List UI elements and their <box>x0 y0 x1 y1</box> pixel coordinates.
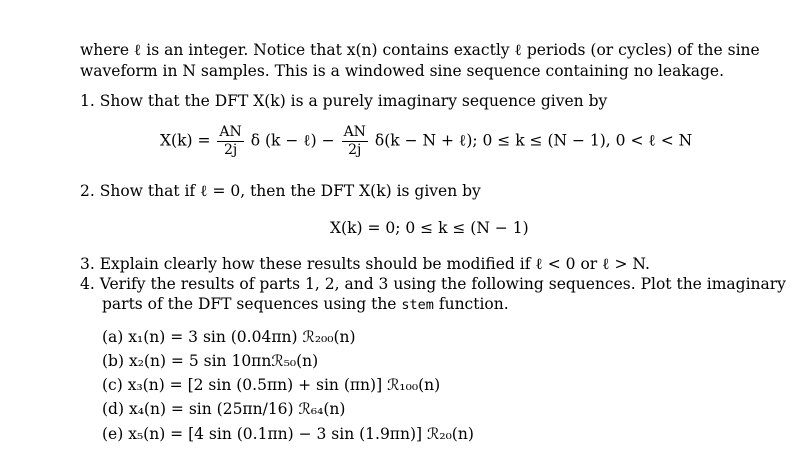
item-number: 1. <box>80 92 95 110</box>
item-text: Explain clearly how these results should be modified if ℓ < 0 or ℓ > N. <box>99 255 650 273</box>
equation-term-2: δ(k − N + ℓ); 0 ≤ k ≤ (N − 1), 0 < ℓ < N <box>374 131 693 150</box>
item-text: Show that if ℓ = 0, then the DFT X(k) is given by <box>99 182 481 200</box>
subitem-d <box>102 399 345 419</box>
item-1 <box>80 91 607 111</box>
item-3 <box>80 254 650 274</box>
subitem-e <box>102 424 474 444</box>
stem-code: stem <box>401 297 434 313</box>
item-number: 4. <box>80 275 95 293</box>
equation-2: X(k) = 0; 0 ≤ k ≤ (N − 1) <box>330 219 529 237</box>
item-text: function. <box>433 295 509 313</box>
item-text: Show that the DFT X(k) is a purely imaginary sequence given by <box>99 92 608 110</box>
item-text: Verify the results of parts 1, 2, and 3 using the following sequences. Plot the imaginary <box>99 275 786 293</box>
item-4 <box>80 274 786 294</box>
subitem-formula: x₂(n) = 5 sin 10πnℛ₅₀(n) <box>128 352 319 370</box>
item-text: parts of the DFT sequences using the <box>102 295 402 313</box>
subitem-formula: x₅(n) = [4 sin (0.1πn) − 3 sin (1.9πn)] ℛ₂₀(n) <box>128 425 474 443</box>
fraction-1 <box>217 124 243 159</box>
fraction-denominator: 2j <box>348 142 362 158</box>
subitem-label: (c) <box>102 376 123 394</box>
fraction-numerator: AN <box>219 124 242 140</box>
subitem-formula: x₃(n) = [2 sin (0.5πn) + sin (πn)] ℛ₁₀₀(n) <box>127 376 441 394</box>
item-2 <box>80 181 481 201</box>
item-number: 3. <box>80 255 95 273</box>
equation-lhs: X(k) = <box>160 131 211 150</box>
fraction-2 <box>342 124 368 159</box>
subitem-b <box>102 351 318 371</box>
subitem-formula: x₄(n) = sin (25πn/16) ℛ₆₄(n) <box>128 400 346 418</box>
item-4-continuation <box>102 294 509 315</box>
fraction-numerator: AN <box>343 124 366 140</box>
fraction-denominator: 2j <box>223 142 238 158</box>
intro-line-2: waveform in N samples. This is a windowed sine sequence containing no leakage. <box>80 62 724 80</box>
subitem-label: (b) <box>102 352 125 370</box>
equation-term-1: δ (k − ℓ) − <box>250 131 335 150</box>
equation-1 <box>160 124 692 159</box>
subitem-c <box>102 375 440 395</box>
subitem-a <box>102 327 356 347</box>
subitem-label: (d) <box>102 400 125 418</box>
intro-line-1: where ℓ is an integer. Notice that x(n) contains exactly ℓ periods (or cycles) of the sine <box>80 41 760 59</box>
subitem-label: (a) <box>102 328 124 346</box>
subitem-formula: x₁(n) = 3 sin (0.04πn) ℛ₂₀₀(n) <box>128 328 356 346</box>
subitem-label: (e) <box>102 425 124 443</box>
item-number: 2. <box>80 182 95 200</box>
